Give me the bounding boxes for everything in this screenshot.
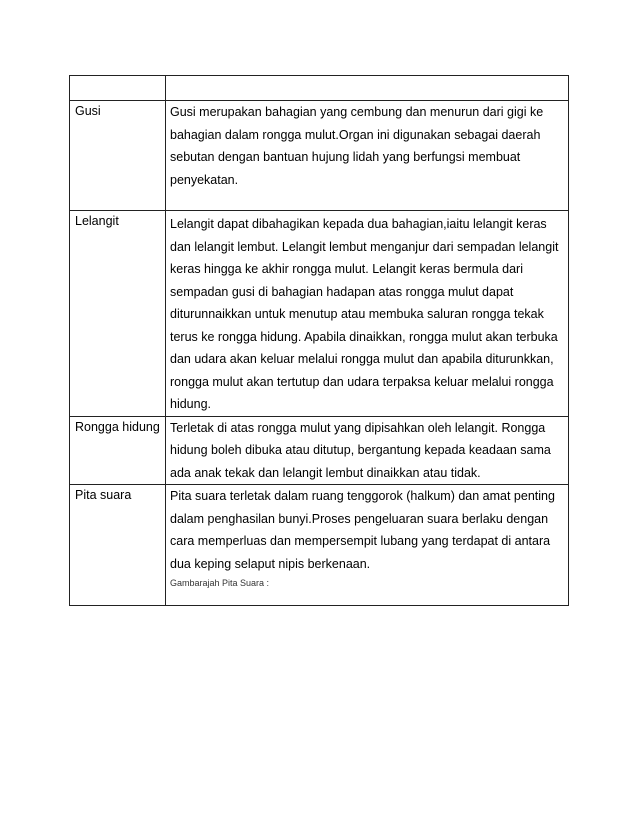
table-row-empty: [70, 76, 569, 101]
desc-text-pita-suara: Pita suara terletak dalam ruang tenggorok (halkum) dan amat penting dalam penghasilan bunyi.Proses pengeluaran suara berlaku dengan cara memperluas dan mempersempit lubang yang terdapat di antara dua keping selaput nipis berkenaan.: [170, 489, 555, 571]
table-row-lelangit: [70, 211, 569, 417]
term-cell-pita-suara: Pita suara: [70, 485, 166, 606]
desc-cell-pita-suara: [166, 485, 569, 606]
term-cell-lelangit: Lelangit: [70, 211, 166, 417]
desc-cell-gusi: Gusi merupakan bahagian yang cembung dan menurun dari gigi ke bahagian dalam rongga mulut.Organ ini digunakan sebagai daerah sebutan dengan bantuan hujung lidah yang berfungsi membuat penyekatan.: [166, 101, 569, 211]
figure-caption: Gambarajah Pita Suara :: [170, 578, 270, 588]
table-row-gusi: [70, 101, 569, 211]
definition-table: [69, 75, 569, 606]
table-row-rongga-hidung: [70, 416, 569, 485]
desc-cell-rongga-hidung: Terletak di atas rongga mulut yang dipisahkan oleh lelangit. Rongga hidung boleh dibuka atau ditutup, bergantung kepada keadaan sama ada anak tekak dan lelangit lembut dinaikkan atau tidak.: [166, 416, 569, 485]
desc-cell-lelangit: Lelangit dapat dibahagikan kepada dua bahagian,iaitu lelangit keras dan lelangit lembut. Lelangit lembut menganjur dari sempadan lelangit keras hingga ke akhir rongga mulut. Lelangit keras bermula dari sempadan gusi di bahagian hadapan atas rongga mulut dapat diturunnaikkan untuk menutup atau membuka saluran rongga tekak terus ke rongga hidung. Apabila dinaikkan, rongga mulut akan terbuka dan udara akan keluar melalui rongga mulut dan apabila diturunkkan, rongga mulut akan tertutup dan udara terpaksa keluar melalui rongga hidung.: [166, 211, 569, 417]
term-cell-gusi: Gusi: [70, 101, 166, 211]
empty-term-cell: [70, 76, 166, 101]
empty-desc-cell: [166, 76, 569, 101]
table-row-pita-suara: [70, 485, 569, 606]
term-cell-rongga-hidung: Rongga hidung: [70, 416, 166, 485]
